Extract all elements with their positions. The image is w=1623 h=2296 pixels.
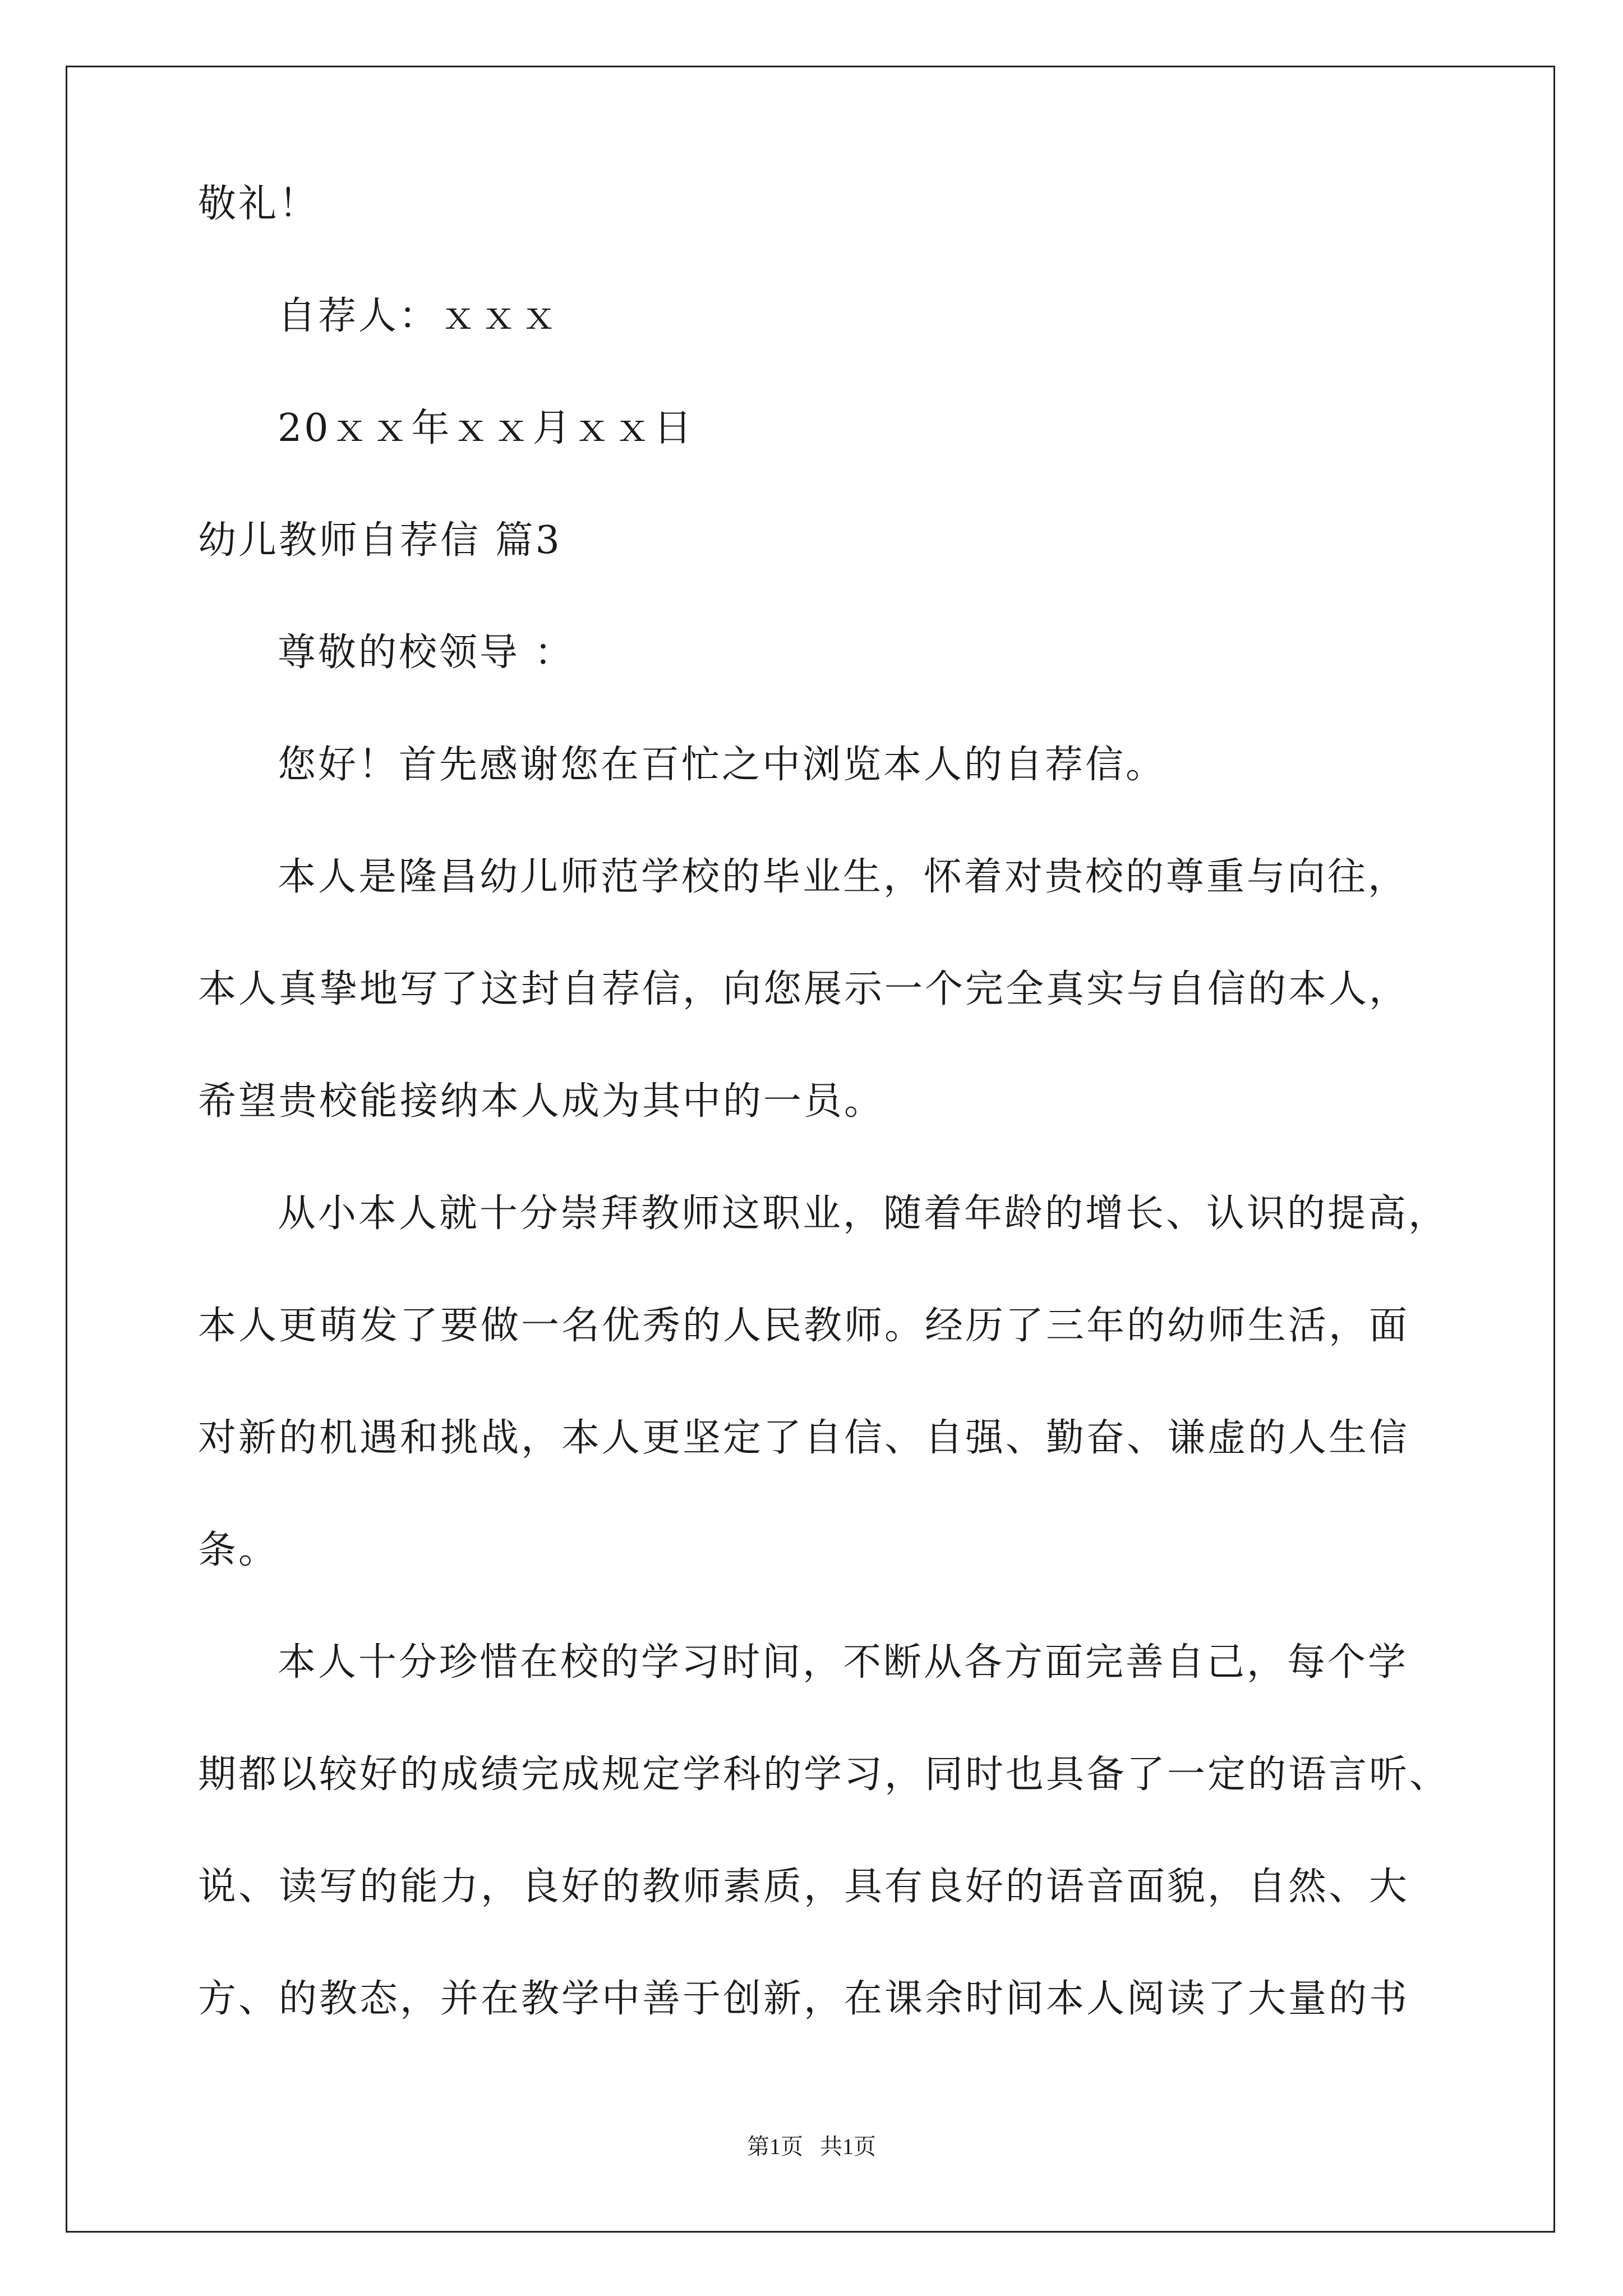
page-number: 第1页 共1页 [747, 2134, 876, 2159]
